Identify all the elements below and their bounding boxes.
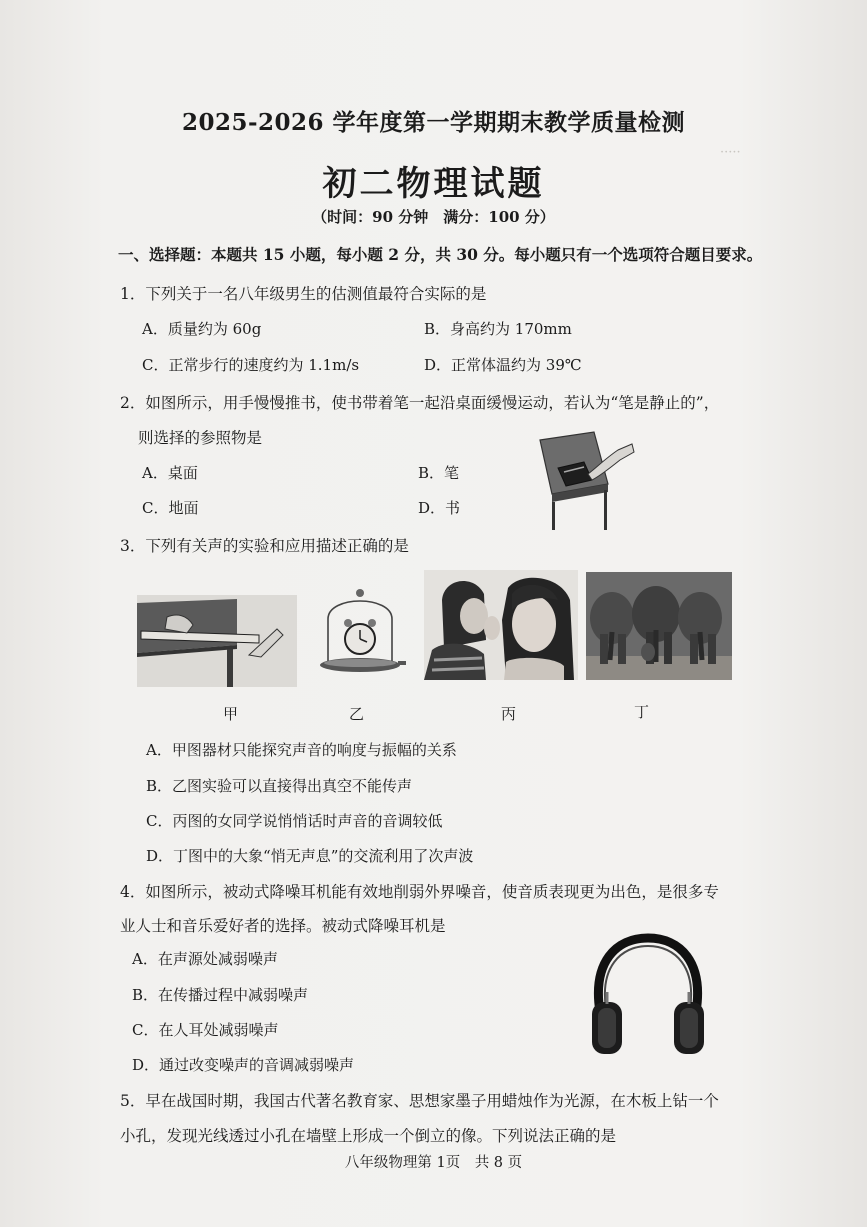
question-2-option-a: A．桌面 bbox=[142, 464, 198, 482]
question-3-option-d: D．丁图中的大象“悄无声息”的交流利用了次声波 bbox=[146, 847, 474, 865]
question-2-option-d: D．书 bbox=[418, 499, 461, 517]
question-1-option-b: B．身高约为 170mm bbox=[424, 320, 572, 338]
question-3-stem: 3．下列有关声的实验和应用描述正确的是 bbox=[120, 537, 409, 555]
question-3-option-b: B．乙图实验可以直接得出真空不能传声 bbox=[146, 777, 413, 795]
question-3-option-a: A．甲图器材只能探究声音的响度与振幅的关系 bbox=[146, 741, 457, 759]
subject-title: 初二物理试题 bbox=[322, 164, 545, 204]
question-3-option-c: C．丙图的女同学说悄悄话时声音的音调较低 bbox=[146, 812, 443, 830]
figure-caption-ding: 丁 bbox=[634, 703, 650, 721]
question-4-option-d: D．通过改变噪声的音调减弱噪声 bbox=[132, 1056, 355, 1074]
figure-caption-bing: 丙 bbox=[501, 705, 517, 723]
question-4-stem-cont: 业人士和音乐爱好者的选择。被动式降噪耳机是 bbox=[120, 917, 446, 935]
question-5-stem: 5．早在战国时期，我国古代著名教育家、思想家墨子用蜡烛作为光源，在木板上钻一个 bbox=[120, 1092, 719, 1110]
book-on-table-figure bbox=[536, 428, 638, 532]
section-heading: 一、选择题：本题共 15 小题，每小题 2 分，共 30 分。每小题只有一个选项符合题目要求。 bbox=[118, 245, 763, 264]
question-1-option-c: C．正常步行的速度约为 1.1m/s bbox=[142, 356, 360, 374]
question-4-option-c: C．在人耳处减弱噪声 bbox=[132, 1021, 279, 1039]
question-1-stem: 1．下列关于一名八年级男生的估测值最符合实际的是 bbox=[120, 285, 487, 303]
ruler-on-table-figure bbox=[137, 595, 297, 687]
figure-caption-yi: 乙 bbox=[349, 705, 365, 723]
exam-info: （时间：90 分钟 满分：100 分） bbox=[312, 208, 555, 226]
elephants-figure bbox=[586, 572, 732, 680]
question-2-option-c: C．地面 bbox=[142, 499, 199, 517]
figure-caption-jia: 甲 bbox=[223, 705, 239, 723]
question-4-option-a: A．在声源处减弱噪声 bbox=[132, 950, 278, 968]
question-4-option-b: B．在传播过程中减弱噪声 bbox=[132, 986, 309, 1004]
question-5-stem-cont: 小孔，发现光线透过小孔在墙壁上形成一个倒立的像。下列说法正确的是 bbox=[120, 1127, 617, 1145]
question-1-option-a: A．质量约为 60g bbox=[142, 320, 262, 338]
question-4-stem: 4．如图所示，被动式降噪耳机能有效地削弱外界噪音，使音质表现更为出色，是很多专 bbox=[120, 883, 719, 901]
bleed-through-text: ····· bbox=[720, 145, 741, 160]
question-2-option-b: B．笔 bbox=[418, 464, 460, 482]
question-2-stem: 2．如图所示，用手慢慢推书，使书带着笔一起沿桌面缓慢运动，若认为“笔是静止的”， bbox=[120, 394, 720, 412]
question-2-stem-cont: 则选择的参照物是 bbox=[138, 429, 263, 447]
headphones-figure bbox=[588, 932, 708, 1062]
page-footer: 八年级物理第 1页 共 8 页 bbox=[344, 1155, 523, 1171]
question-1-option-d: D．正常体温约为 39℃ bbox=[424, 356, 582, 374]
exam-title: 2025-2026 学年度第一学期期末教学质量检测 bbox=[181, 109, 686, 136]
whispering-girls-figure bbox=[424, 570, 578, 680]
bell-jar-figure bbox=[314, 585, 406, 677]
